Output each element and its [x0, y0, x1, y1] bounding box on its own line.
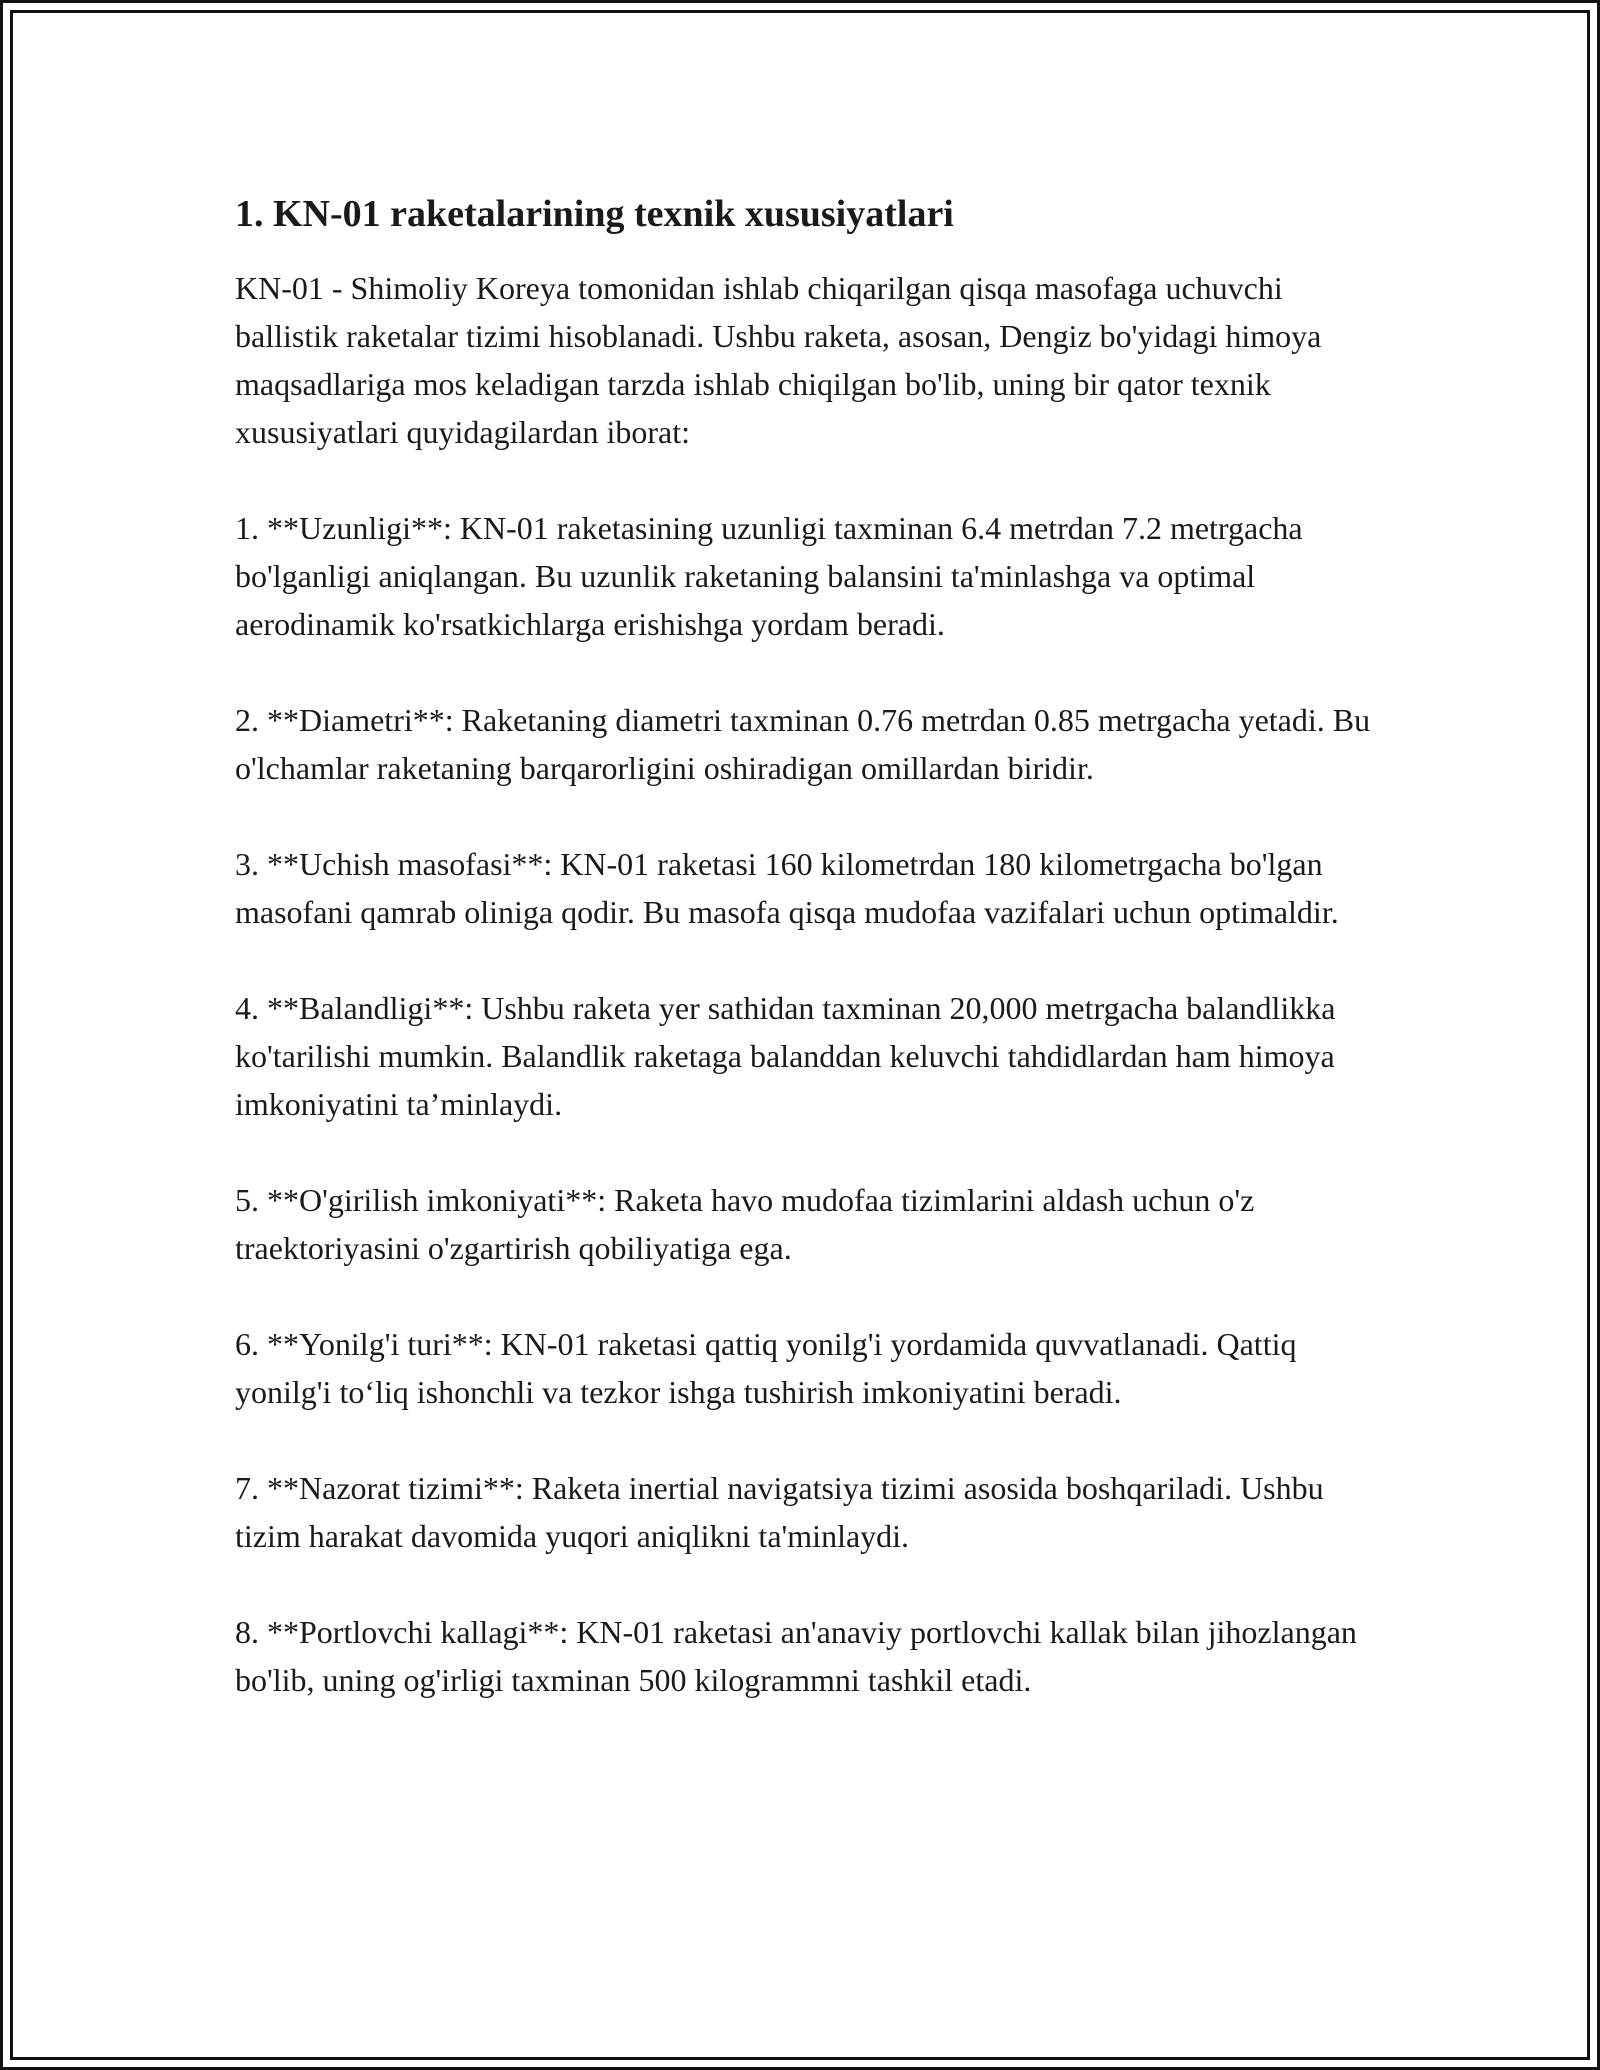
item-fuel-type: 6. **Yonilg'i turi**: KN-01 raketasi qattiq yonilg'i yordamida quvvatlanadi. Qattiq yonilg'i to‘liq ishonchli va tezkor ishga tushirish imkoniyatini beradi.: [235, 1326, 1297, 1410]
document-body: [235, 188, 1375, 1752]
item-range: 3. **Uchish masofasi**: KN-01 raketasi 160 kilometrdan 180 kilometrgacha bo'lgan masofani qamrab oliniga qodir. Bu masofa qisqa mudofaa vazifalari uchun optimaldir.: [235, 846, 1339, 930]
item-diameter: 2. **Diametri**: Raketaning diametri taxminan 0.76 metrdan 0.85 metrgacha yetadi. Bu o'lchamlar raketaning barqarorligini oshiradigan omillardan biridir.: [235, 702, 1371, 786]
item-warhead: 8. **Portlovchi kallagi**: KN-01 raketasi an'anaviy portlovchi kallak bilan jihozlangan bo'lib, uning og'irligi taxminan 500 kilogrammni tashkil etadi.: [235, 1614, 1357, 1698]
item-control-system: 7. **Nazorat tizimi**: Raketa inertial navigatsiya tizimi asosida boshqariladi. Ushbu tizim harakat davomida yuqori aniqlikni ta'minlaydi.: [235, 1470, 1324, 1554]
document-title: 1. KN-01 raketalarining texnik xususiyatlari: [235, 193, 954, 235]
intro-paragraph: KN-01 - Shimoliy Koreya tomonidan ishlab chiqarilgan qisqa masofaga uchuvchi ballistik raketalar tizimi hisoblanadi. Ushbu raketa, asosan, Dengiz bo'yidagi himoya maqsadlariga mos keladigan tarzda ishlab chiqilgan bo'lib, uning bir qator texnik xususiyatlari quyidagilardan iborat:: [235, 270, 1322, 450]
item-length: 1. **Uzunligi**: KN-01 raketasining uzunligi taxminan 6.4 metrdan 7.2 metrgacha bo'lganligi aniqlangan. Bu uzunlik raketaning balansini ta'minlashga va optimal aerodinamik ko'rsatkichlarga erishishga yordam beradi.: [235, 510, 1303, 642]
item-maneuverability: 5. **O'girilish imkoniyati**: Raketa havo mudofaa tizimlarini aldash uchun o'z traektoriyasini o'zgartirish qobiliyatiga ega.: [235, 1182, 1255, 1266]
item-altitude: 4. **Balandligi**: Ushbu raketa yer sathidan taxminan 20,000 metrgacha balandlikka ko'tarilishi mumkin. Balandlik raketaga balanddan keluvchi tahdidlardan ham himoya imkoniyatini ta’minlaydi.: [235, 990, 1336, 1122]
